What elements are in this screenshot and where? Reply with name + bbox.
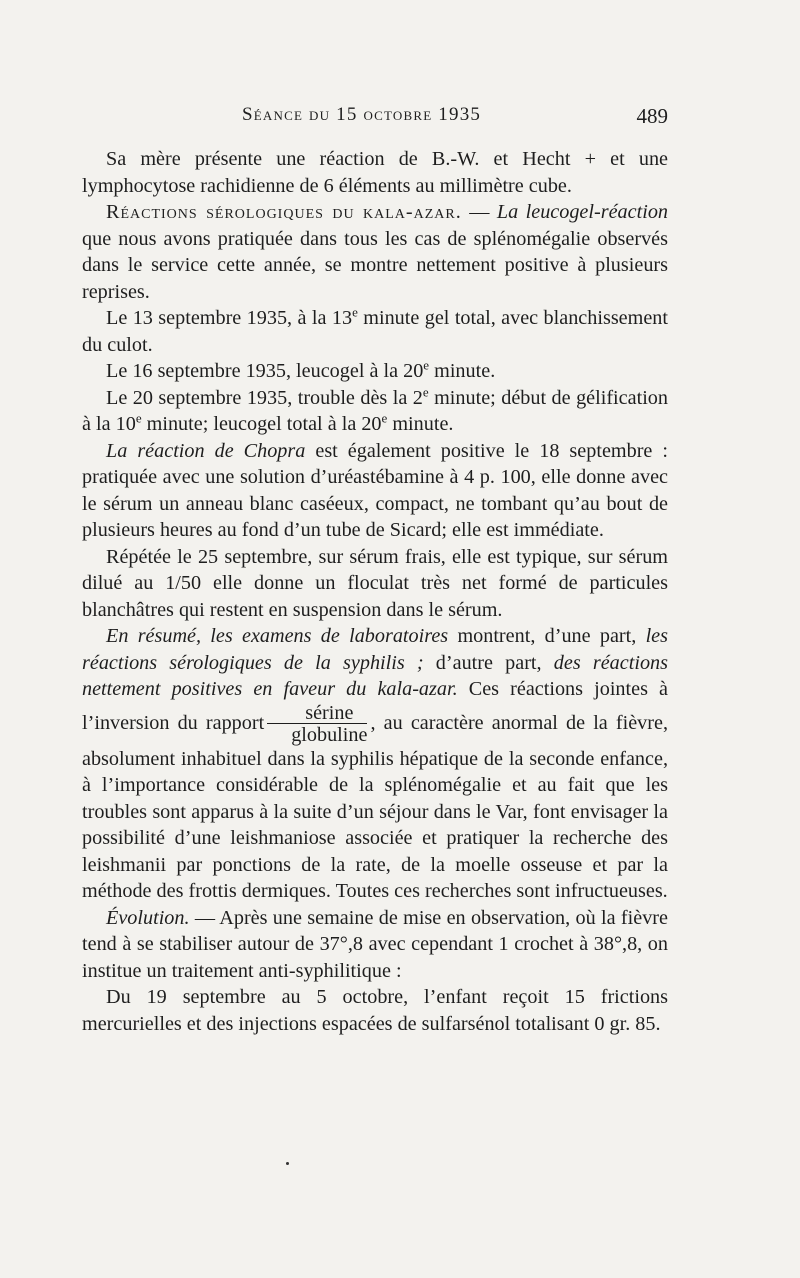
text: Le 16 septembre 1935, leucogel à la 20 xyxy=(106,360,424,382)
text: minute gel total, avec blanchissement du culot. xyxy=(82,307,668,356)
text: minute; début de gélification à la 10 xyxy=(82,386,668,435)
paragraph xyxy=(82,199,668,305)
paragraph-text: est également positive le 18 septembre : pratiquée avec une solution d’uréastébamine à 4 p. 100, elle donne avec le sérum un anneau blanc caséeux, compact, ne tombant qu’au bout de plusieurs heures au fond d’un tube de Sicard; elle est immédiate. xyxy=(82,439,668,541)
text: Le 13 septembre 1935, à la 13 xyxy=(106,307,353,329)
paragraph-text: Du 19 septembre au 5 octobre, l’enfant reçoit 15 frictions mercurielles et des injections espacées de sulfarsénol totalisant 0 gr. 85. xyxy=(82,986,668,1035)
italic-term: des réactions nettement positives en faveur du kala-azar. xyxy=(82,651,668,700)
superscript: e xyxy=(135,410,142,426)
superscript: e xyxy=(381,410,388,426)
text: montrent, d’une part, xyxy=(448,625,646,647)
paragraph-text: — Après une semaine de mise en observation, où la fièvre tend à se stabiliser autour de 37°,8 avec cependant 1 crochet à 38°,8, on institue un traitement anti-syphilitique : xyxy=(82,906,668,982)
paragraph xyxy=(82,358,668,385)
dash: — xyxy=(461,201,497,223)
paragraph xyxy=(82,385,668,438)
paragraph xyxy=(82,623,668,905)
paragraph-text: Sa mère présente une réaction de B.-W. et Hecht + et une lymphocytose rachidienne de 6 éléments au millimètre cube. xyxy=(82,148,668,197)
italic-term: Évolution. xyxy=(106,906,190,929)
body-text xyxy=(82,146,668,1037)
section-heading: Réactions sérologiques du kala-azar. xyxy=(106,201,462,223)
paragraph-text: que nous avons pratiquée dans tous les cas de splénomégalie observés dans le service cette année, se montre nettement positive à plusieurs reprises. xyxy=(82,227,668,303)
italic-term: La leucogel-réaction xyxy=(496,201,669,223)
paragraph xyxy=(82,146,668,199)
fraction-numerator: sérine xyxy=(267,703,367,724)
superscript: e xyxy=(422,383,429,399)
text: d’autre part, xyxy=(423,651,554,674)
text: Ces réactions jointes à l’inversion du rapport xyxy=(82,678,669,734)
text: minute. xyxy=(429,360,496,382)
paragraph xyxy=(82,305,668,358)
italic-term: La réaction de Chopra xyxy=(106,439,306,462)
text: , au caractère anormal de la fièvre, absolument inhabituel dans la syphilis hépatique de la seconde enfance, à l’importance considérable de la splénomégalie et au fait que les troubles sont apparus à la suite d’un séjour dans le Var, font envisager la possibilité d’une leishmaniose associée et pratiquer la recherche des leishmanii par ponctions de la rate, de la moelle osseuse et par la méthode des frottis dermiques. Toutes ces recherches sont infructueuses. xyxy=(82,711,669,902)
italic-term: les réactions sérologiques de la syphilis ; xyxy=(82,625,668,674)
ink-dot xyxy=(286,1162,289,1165)
paragraph xyxy=(82,438,668,544)
paragraph xyxy=(82,544,668,624)
fraction xyxy=(267,703,367,746)
header-title: Séance du 15 octobre 1935 xyxy=(242,104,482,125)
paragraph xyxy=(82,984,668,1037)
italic-term: En résumé, les examens de laboratoires xyxy=(106,625,449,647)
fraction-denominator: globuline xyxy=(291,723,368,746)
text: minute; leucogel total à la 20 xyxy=(141,413,382,435)
page-number: 489 xyxy=(636,104,668,128)
superscript: e xyxy=(423,357,430,373)
text: Le 20 septembre 1935, trouble dès la 2 xyxy=(106,386,423,409)
paragraph-text: Répétée le 25 septembre, sur sérum frais, elle est typique, sur sérum dilué au 1/50 elle donne un floculat très net formé de particules blanchâtres qui restent en suspension dans le sérum. xyxy=(82,545,668,621)
paragraph xyxy=(82,905,668,985)
superscript: e xyxy=(352,304,358,320)
running-header xyxy=(82,104,668,134)
text: minute. xyxy=(387,413,454,435)
